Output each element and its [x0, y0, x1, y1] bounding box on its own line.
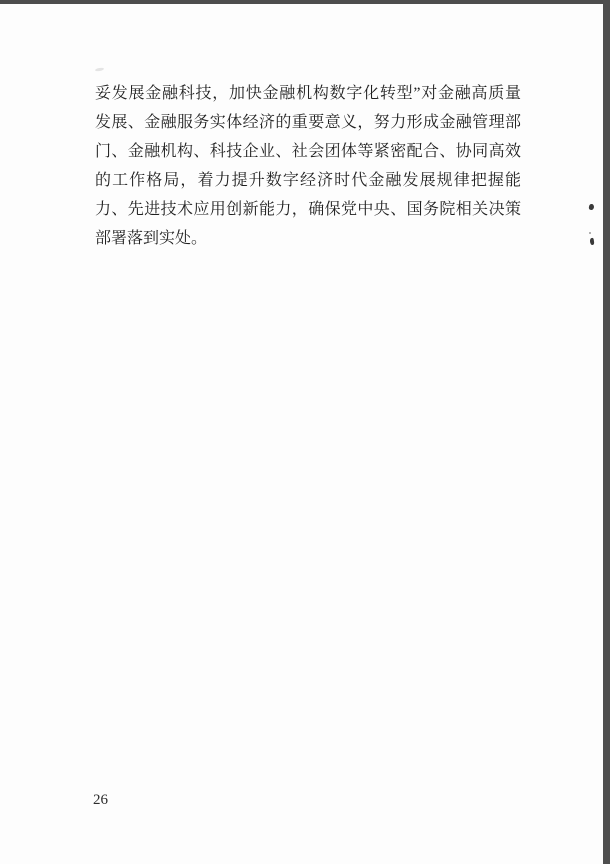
paragraph-line: 的工作格局，着力提升数字经济时代金融发展规律把握能: [95, 172, 521, 189]
paragraph-line: 发展、金融服务实体经济的重要意义，努力形成金融管理部: [95, 114, 521, 131]
ink-speck: [589, 232, 591, 234]
paragraph-line: 力、先进技术应用创新能力，确保党中央、国务院相关决策: [95, 201, 521, 218]
paragraph-line: 部署落到实处。: [95, 230, 208, 247]
scan-edge-artifact-right: [603, 0, 610, 864]
page-number: 26: [93, 792, 108, 808]
scan-smudge: [95, 67, 104, 72]
ink-speck: [590, 238, 595, 245]
paragraph-line: 妥发展金融科技，加快金融机构数字化转型”对金融高质量: [95, 85, 521, 102]
scan-edge-artifact-top: [0, 0, 610, 4]
ink-speck: [588, 204, 594, 211]
body-paragraph: [95, 79, 521, 253]
paragraph-line: 门、金融机构、科技企业、社会团体等紧密配合、协同高效: [95, 143, 521, 160]
